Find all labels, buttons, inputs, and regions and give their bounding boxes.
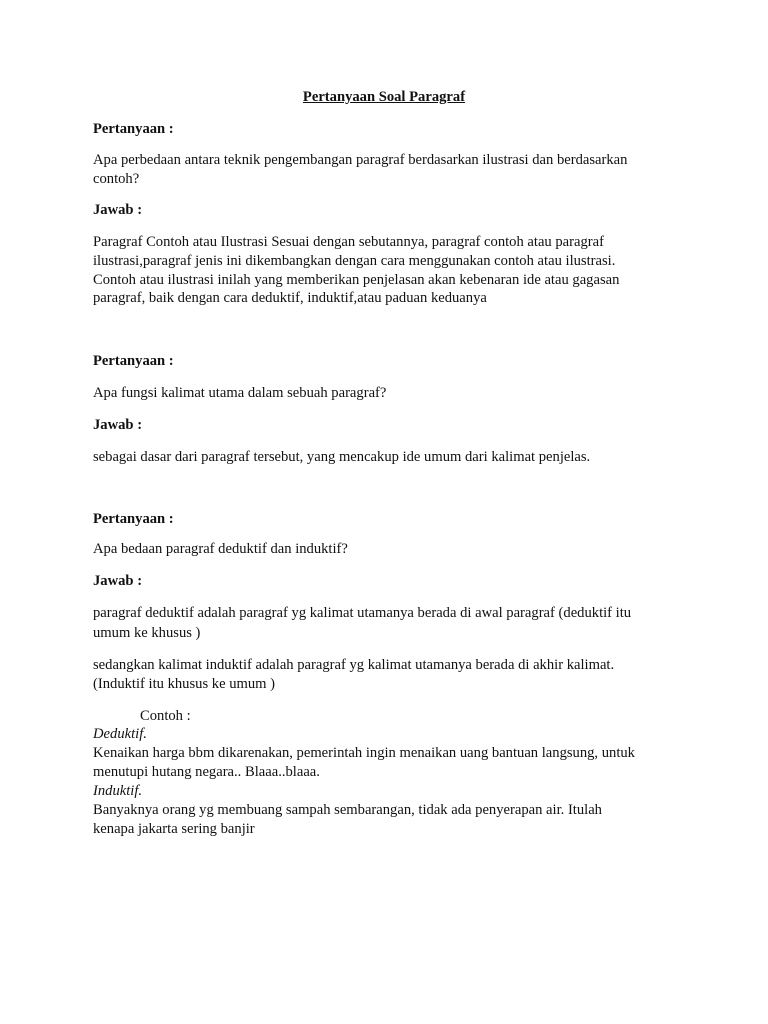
question-text: Apa perbedaan antara teknik pengembangan paragraf berdasarkan ilustrasi dan berdasarkan [93,152,628,168]
question-label: Pertanyaan : [93,121,174,137]
question-label: Pertanyaan : [93,353,174,369]
answer-label: Jawab : [93,202,143,218]
answer-text: paragraf deduktif adalah paragraf yg kalimat utamanya berada di awal paragraf (deduktif itu [93,605,632,621]
answer-text: Contoh atau ilustrasi inilah yang memberikan penjelasan akan kebenaran ide atau gagasan [93,272,620,288]
deduktif-label: Deduktif. [93,726,147,742]
document-title: Pertanyaan Soal Paragraf [302,89,466,105]
deduktif-text: menutupi hutang negara.. Blaaa..blaaa. [93,764,320,780]
question-label: Pertanyaan : [93,511,174,527]
deduktif-text: Kenaikan harga bbm dikarenakan, pemerintah ingin menaikan uang bantuan langsung, untuk [93,745,635,761]
answer-text: ilustrasi,paragraf jenis ini dikembangkan dengan cara menggunakan contoh atau ilustrasi. [93,253,616,269]
induktif-text: kenapa jakarta sering banjir [93,821,255,837]
answer-text: umum ke khusus ) [93,625,201,641]
example-label: Contoh : [140,708,191,724]
answer-text: (Induktif itu khusus ke umum ) [93,676,276,692]
answer-label: Jawab : [93,573,143,589]
induktif-text: Banyaknya orang yg membuang sampah sembarangan, tidak ada penyerapan air. Itulah [93,802,602,818]
question-text: Apa fungsi kalimat utama dalam sebuah paragraf? [93,385,387,401]
question-text: contoh? [93,171,140,187]
answer-text: paragraf, baik dengan cara deduktif, induktif,atau paduan keduanya [93,290,487,306]
answer-label: Jawab : [93,417,143,433]
induktif-label: Induktif. [93,783,143,799]
answer-text: Paragraf Contoh atau Ilustrasi Sesuai dengan sebutannya, paragraf contoh atau paragraf [93,234,604,250]
answer-text: sedangkan kalimat induktif adalah paragraf yg kalimat utamanya berada di akhir kalimat. [93,657,615,673]
question-text: Apa bedaan paragraf deduktif dan induktif? [93,541,348,557]
answer-text: sebagai dasar dari paragraf tersebut, yang mencakup ide umum dari kalimat penjelas. [93,449,591,465]
